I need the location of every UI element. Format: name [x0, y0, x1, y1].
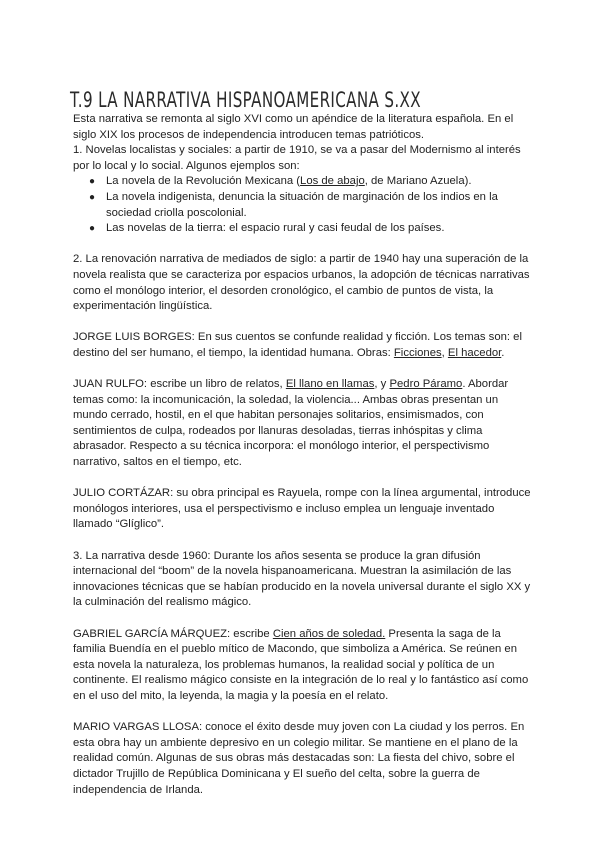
section-2-paragraph: 2. La renovación narrativa de mediados de siglo: a partir de 1940 hay una superación de la novela realista que se caracteriza por espacios urbanos, la adopción de técnicas narrativas como el monólogo interior, el desorden cronológico, el cambio de puntos de vista, la experimentación lingüística.	[73, 253, 530, 313]
rulfo-paragraph	[73, 377, 533, 471]
garcia-rest: Presenta la saga de la familia Buendía en el pueblo mítico de Macondo, que simboliza a América. Se reúnen en esta novela la naturaleza, los problemas humanos, la realidad social y política de un continente. El realismo mágico consiste en la integración de lo real y lo fantástico así como en el uso del mito, la leyenda, la magia y la poesía en el relato.	[73, 627, 529, 702]
work-title-ficciones: Ficciones	[393, 346, 442, 359]
borges-text: JORGE LUIS BORGES: En sus cuentos se confunde realidad y ficción. Los temas son: el destino del ser humano, el tiempo, la identidad humana. Obras:	[73, 331, 522, 359]
work-title-cien-anos: Cien años de soledad.	[272, 627, 386, 640]
document-body	[73, 112, 533, 814]
separator: ,	[441, 346, 448, 359]
cortazar-paragraph: JULIO CORTÁZAR: su obra principal es Rayuela, rompe con la línea argumental, introduce monólogos interiores, usa el perspectivismo e incluso emplea un lenguaje inventado llamado “Glíglico”.	[73, 487, 531, 531]
section-3-paragraph: 3. La narrativa desde 1960: Durante los años sesenta se produce la gran difusión internacional del “boom” de la novela hispanoamericana. Muestran la asimilación de las innovaciones técnicas que se habían producido en la novela universal durante el siglo XX y la culminación del realismo mágico.	[73, 549, 531, 609]
borges-paragraph	[73, 330, 533, 361]
garcia-marquez-paragraph	[73, 627, 533, 705]
work-title-los-de-abajo: Los de abajo	[300, 175, 365, 188]
bullet-icon: ●	[89, 191, 96, 203]
list-item-text-after: , de Mariano Azuela).	[364, 175, 472, 188]
list-item-text: Las novelas de la tierra: el espacio rural y casi feudal de los países.	[106, 222, 445, 235]
section-1-paragraph: 1. Novelas localistas y sociales: a partir de 1910, se va a pasar del Modernismo al interés por lo local y lo social. Algunos ejemplos son:	[73, 144, 521, 172]
page-title: T.9 LA NARRATIVA HISPANOAMERICANA S.XX	[70, 88, 421, 113]
work-title-el-hacedor: El hacedor	[447, 346, 502, 359]
list-item-text-before: La novela de la Revolución Mexicana (	[106, 175, 301, 188]
list-item-text: La novela indigenista, denuncia la situación de marginación de los indios en la sociedad criolla poscolonial.	[106, 190, 498, 219]
rulfo-rest: . Abordar temas como: la incomunicación, la soledad, la violencia... Ambas obras presentan un mundo cerrado, hostil, en el que habitan personajes solitarios, ensimismados, con sentimientos de culpa, rodeados por llanuras desoladas, tierras inhóspitas y clima abrasador. Respecto a su técnica incorpora: el monólogo interior, el perspectivismo narrativo, saltos en el tiempo, etc.	[73, 378, 509, 469]
rulfo-text: JUAN RULFO: escribe un libro de relatos,	[73, 378, 286, 391]
list-item	[73, 174, 533, 190]
intro-paragraph: Esta narrativa se remonta al siglo XVI como un apéndice de la literatura española. En el siglo XIX los procesos de independencia introducen temas patrióticos.	[73, 113, 514, 141]
list-item	[73, 190, 533, 221]
period: .	[501, 346, 505, 359]
work-title-el-llano-en-llamas: El llano en llamas	[285, 378, 375, 391]
examples-list	[73, 174, 533, 236]
garcia-text: GABRIEL GARCÍA MÁRQUEZ: escribe	[73, 627, 273, 640]
bullet-icon: ●	[89, 176, 96, 188]
separator: , y	[374, 378, 390, 391]
list-item	[73, 221, 533, 237]
bullet-icon: ●	[89, 223, 96, 235]
work-title-pedro-paramo: Pedro Páramo	[389, 378, 463, 391]
vargas-llosa-paragraph: MARIO VARGAS LLOSA: conoce el éxito desde muy joven con La ciudad y los perros. En esta obra hay un ambiente depresivo en un colegio militar. Se mantiene en el plano de la realidad común. Algunas de sus obras más destacadas son: La fiesta del chivo, sobre el dictador Trujillo de República Dominicana y El sueño del celta, sobre la guerra de independencia de Irlanda.	[73, 721, 525, 796]
